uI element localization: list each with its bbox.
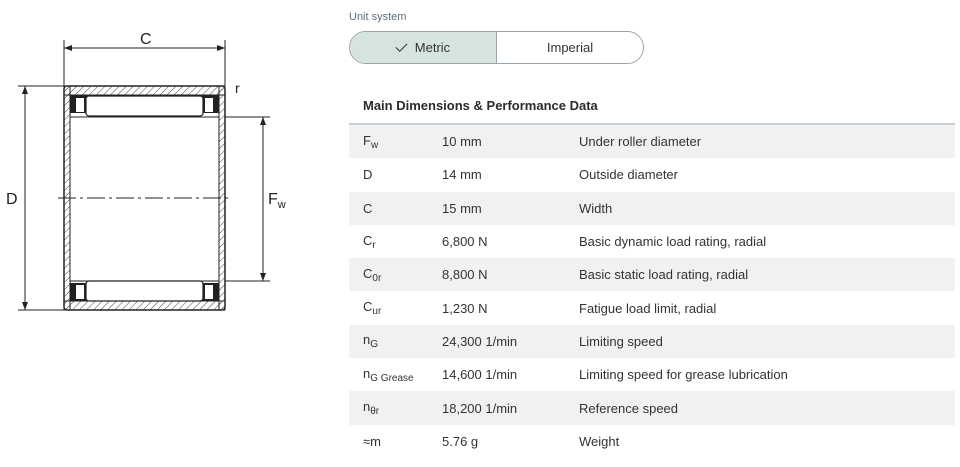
bottom-roller — [70, 281, 219, 301]
row-value: 14,600 1/min — [442, 367, 518, 383]
unit-system-toggle — [349, 31, 644, 64]
table-row — [349, 258, 955, 291]
row-description: Width — [579, 200, 613, 216]
row-symbol: $C_r$ — [363, 232, 376, 251]
row-description: Fatigue load limit, radial — [579, 300, 717, 316]
imperial-label: Imperial — [546, 40, 594, 55]
row-description: Limiting speed — [579, 333, 663, 349]
bearing-drawing — [0, 0, 300, 467]
row-symbol: $n_G$ — [363, 332, 379, 351]
metric-option[interactable] — [350, 32, 497, 63]
table-row — [349, 192, 955, 225]
row-symbol: $C_{ur}$ — [363, 299, 382, 318]
row-symbol: $n_{\theta r}$ — [363, 399, 380, 418]
table-row — [349, 291, 955, 324]
table-row — [349, 425, 955, 458]
row-description: Basic static load rating, radial — [579, 267, 749, 283]
row-symbol: ≈m — [363, 433, 381, 449]
label-d: D — [6, 191, 18, 208]
table-row — [349, 325, 955, 358]
unit-system-label: Unit system — [349, 11, 407, 23]
row-value: 1,230 N — [442, 300, 488, 316]
row-value: 24,300 1/min — [442, 333, 518, 349]
row-symbol: $C_{0r}$ — [363, 265, 382, 284]
table-row — [349, 158, 955, 191]
row-description: Under roller diameter — [579, 134, 702, 150]
row-description: Reference speed — [579, 400, 679, 416]
row-value: 10 mm — [442, 134, 482, 150]
dimensions-table — [349, 123, 955, 458]
metric-label: Metric — [414, 40, 451, 55]
label-r: r — [235, 80, 240, 96]
row-value: 6,800 N — [442, 234, 488, 250]
row-value: 5.76 g — [442, 433, 479, 449]
top-roller — [70, 95, 219, 116]
row-description: Limiting speed for grease lubrication — [579, 367, 788, 383]
table-row — [349, 225, 955, 258]
row-description: Outside diameter — [579, 167, 678, 183]
row-symbol: C — [363, 200, 373, 216]
dimension-d — [18, 86, 64, 310]
row-value: 14 mm — [442, 167, 482, 183]
row-value: 18,200 1/min — [442, 400, 518, 416]
row-symbol: D — [363, 167, 373, 183]
row-value: 8,800 N — [442, 267, 488, 283]
label-fw: $F_w$ — [268, 191, 286, 211]
row-symbol: $F_w$ — [363, 132, 379, 151]
table-row — [349, 125, 955, 158]
dimension-fw — [225, 117, 270, 281]
table-title: Main Dimensions & Performance Data — [363, 98, 598, 113]
row-value: 15 mm — [442, 200, 482, 216]
label-c: C — [140, 31, 152, 48]
check-icon — [395, 40, 407, 52]
table-row — [349, 391, 955, 424]
row-description: Basic dynamic load rating, radial — [579, 234, 767, 250]
row-description: Weight — [579, 433, 620, 449]
table-row — [349, 358, 955, 391]
imperial-option[interactable] — [497, 32, 643, 63]
row-symbol: $n_{G Grease}$ — [363, 365, 414, 384]
